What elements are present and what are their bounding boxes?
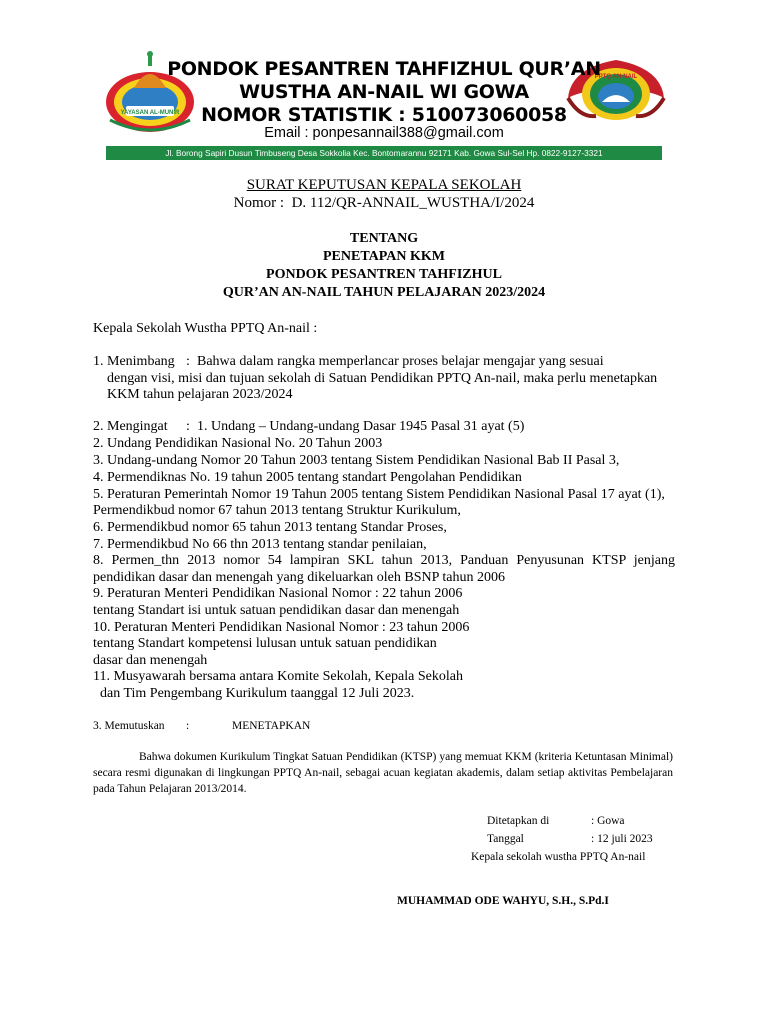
mengingat-item: dasar dan menengah [93,653,208,668]
decree-number-label: Nomor : [233,195,285,211]
menetapkan-heading: MENETAPKAN [232,720,311,732]
letterhead-line1: PONDOK PESANTREN TAHFIZHUL QUR’AN [167,58,601,80]
mengingat-item: 6. Permendikbud nomor 65 tahun 2013 tentang Standar Proses, [93,520,447,535]
mengingat-item: Permendikbud nomor 67 tahun 2013 tentang Struktur Kurikulum, [93,503,461,518]
mengingat-item: 5. Peraturan Pemerintah Nomor 19 Tahun 2005 tentang Sistem Pendidikan Nasional Pasal 17 ayat (1), [93,487,665,502]
svg-text:PPTQ AN-NAIL: PPTQ AN-NAIL [594,74,638,80]
opening-line: Kepala Sekolah Wustha PPTQ An-nail : [93,321,318,336]
menimbang-line-1: Bahwa dalam rangka memperlancar proses belajar mengajar yang sesuai [197,354,604,369]
letterhead-line2: WUSTHA AN-NAIL WI GOWA [239,81,529,103]
decree-subject-3: QUR’AN AN-NAIL TAHUN PELAJARAN 2023/2024 [222,285,546,300]
mengingat-item-1: 1. Undang – Undang-undang Dasar 1945 Pasal 31 ayat (5) [197,419,525,434]
mengingat-label: 2. Mengingat [93,419,168,434]
mengingat-item: dan Tim Pengembang Kurikulum taanggal 12 Juli 2023. [100,686,415,701]
letterhead-address-bar: Jl. Borong Sapiri Dusun Timbuseng Desa Sokkolia Kec. Bontomarannu 92171 Kab. Gowa Sul-Sel Hp. 0822-9127-3321 [106,146,662,160]
menimbang-line-2: dengan visi, misi dan tujuan sekolah di Satuan Pendidikan PPTQ An-nail, maka perlu menetapkan [107,371,658,386]
mengingat-item: 2. Undang Pendidikan Nasional No. 20 Tahun 2003 [93,436,383,451]
sign-place-label: Ditetapkan di [487,815,550,827]
sign-name: MUHAMMAD ODE WAHYU, S.H., S.Pd.I [397,895,609,907]
mengingat-item: 10. Peraturan Menteri Pendidikan Nasional Nomor : 23 tahun 2006 [93,620,470,635]
mengingat-item: 4. Permendiknas No. 19 tahun 2005 tentang standart Pengolahan Pendidikan [93,470,522,485]
decree-number [0,195,768,212]
decree-about: TENTANG [349,231,419,246]
mengingat-item: 8. Permen_thn 2013 nomor 54 lampiran SKL tahun 2013, Panduan Penyusunan KTSP jenjang [93,553,675,568]
mengingat-colon: : [186,419,190,434]
mengingat-item: 7. Permendikbud No 66 thn 2013 tentang standar penilaian, [93,537,427,552]
sign-position: Kepala sekolah wustha PPTQ An-nail [471,851,646,863]
menimbang-line-3: KKM tahun pelajaran 2023/2024 [107,387,293,402]
decision-paragraph: Bahwa dokumen Kurikulum Tingkat Satuan Pendidikan (KTSP) yang memuat KKM (kriteria Ketuntasan Minimal) secara resmi digunakan di lingkungan PPTQ An-nail, sebagai acuan kegiatan akademis, dalam setiap aktivitas Pembelajaran pada Tahun Pelajaran 2013/2014. [93,751,673,795]
decree-subject-2: PONDOK PESANTREN TAHFIZHUL [266,267,502,282]
sign-date-label: Tanggal [487,833,524,845]
mengingat-item: 11. Musyawarah bersama antara Komite Sekolah, Kepala Sekolah [93,669,463,684]
letterhead-email: Email : ponpesannail388@gmail.com [264,125,504,141]
mengingat-item: tentang Standart kompetensi lulusan untuk satuan pendidikan [93,636,437,651]
svg-text:YAYASAN AL-MUNIR: YAYASAN AL-MUNIR [120,110,180,116]
sign-date-value: : 12 juli 2023 [591,833,653,845]
decree-subject-1: PENETAPAN KKM [323,249,445,264]
mengingat-item: tentang Standart isi untuk satuan pendidikan dasar dan menengah [93,603,460,618]
memutuskan-label: 3. Memutuskan [93,720,165,732]
memutuskan-colon: : [186,720,190,732]
menimbang-label: 1. Menimbang [93,354,175,369]
sign-place-value: : Gowa [591,815,625,827]
mengingat-item: 9. Peraturan Menteri Pendidikan Nasional Nomor : 22 tahun 2006 [93,586,463,601]
mengingat-item: pendidikan dasar dan menengah yang dikeluarkan oleh BSNP tahun 2006 [93,570,505,585]
mengingat-item: 3. Undang-undang Nomor 20 Tahun 2003 tentang Sistem Pendidikan Nasional Bab II Pasal 3, [93,453,620,468]
menimbang-colon: : [186,354,190,369]
decree-number-value: D. 112/QR-ANNAIL_WUSTHA/I/2024 [291,195,535,211]
letterhead-line3: NOMOR STATISTIK : 510073060058 [201,104,567,126]
decree-title: SURAT KEPUTUSAN KEPALA SEKOLAH [246,177,522,193]
